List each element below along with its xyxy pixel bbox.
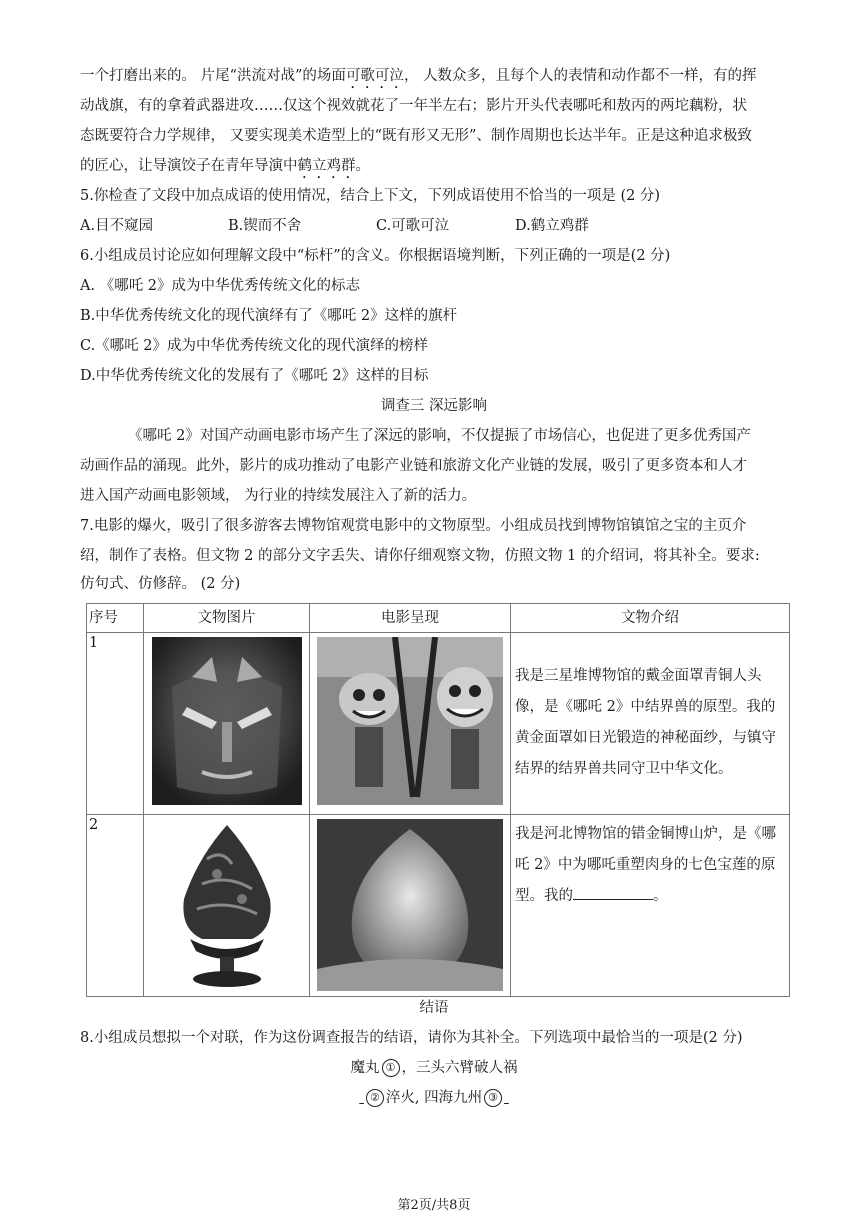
blank-3[interactable] [482, 1090, 509, 1106]
q6-option-a[interactable]: A. 《哪吒 2》成为中华优秀传统文化的标志 [80, 278, 361, 294]
table-header-row [87, 604, 790, 633]
page-footer: 第2页/共8页 [397, 1198, 471, 1213]
header-cell: 文物介绍 [511, 604, 790, 633]
q5-option-a[interactable]: A.目不窥园 [80, 218, 154, 234]
q8-stem: 8.小组成员想拟一个对联，作为这份调查报告的结语，请你为其补全。下列选项中最恰当的一项是(2 分) [80, 1030, 743, 1046]
paragraph-line [80, 66, 757, 92]
bronze-mask-image [152, 637, 302, 805]
artifact-image-cell [144, 815, 310, 997]
q5-stem: 5.你检查了文段中加点成语的使用情况，结合上下文，下列成语使用不恰当的一项是 (2 分) [80, 188, 661, 204]
paragraph-line: 动战旗，有的拿着武器进攻……仅这个视效就花了一年半左右；影片开头代表哪吒和敖丙的两坨藕粉，状 [80, 98, 747, 114]
header-cell: 电影呈现 [310, 604, 511, 633]
q5-option-b[interactable]: B.锲而不舍 [228, 218, 302, 234]
couplet-text: ，三头六臂破人祸 [401, 1060, 518, 1076]
section-title: 调查三 深远影响 [380, 398, 488, 414]
blank-2[interactable] [359, 1090, 386, 1106]
answer-blank[interactable] [573, 885, 653, 900]
header-cell: 序号 [87, 604, 144, 633]
table-row [87, 815, 790, 997]
intro-text: 我是河北博物馆的错金铜博山炉，是《哪吒 2》中为哪吒重塑肉身的七色宝莲的原型。我的 [515, 826, 776, 904]
q6-option-c[interactable]: C.《哪吒 2》成为中华优秀传统文化的现代演绎的榜样 [80, 338, 429, 354]
section-paragraph: 动画作品的涌现。此外，影片的成功推动了电影产业链和旅游文化产业链的发展，吸引了更多资本和人才 [80, 458, 747, 474]
barrier-beasts-image [317, 637, 503, 805]
blank-1[interactable] [380, 1060, 402, 1076]
paragraph-line: 态既要符合力学规律， 又要实现美术造型上的“既有形又无形”、制作周期也长达半年。正是这种追求极致 [80, 128, 752, 144]
couplet-text: 魔丸 [350, 1060, 380, 1076]
movie-image-cell [310, 633, 511, 815]
q6-option-b[interactable]: B.中华优秀传统文化的现代演绎有了《哪吒 2》这样的旗杆 [80, 308, 458, 324]
conclusion-title: 结语 [419, 1000, 449, 1016]
artifact-intro-cell [511, 633, 790, 815]
section-paragraph: 《哪吒 2》对国产动画电影市场产生了深远的影响，不仅提振了市场信心，也促进了更多优秀国产 [128, 428, 751, 444]
row-number: 1 [87, 633, 144, 815]
blank-number: ③ [484, 1089, 502, 1107]
artifact-image-cell [144, 633, 310, 815]
q6-stem: 6.小组成员讨论应如何理解文段中“标杆”的含义。你根据语境判断，下列正确的一项是(2 分) [80, 248, 671, 264]
blank-number: ① [382, 1059, 400, 1077]
header-cell: 文物图片 [144, 604, 310, 633]
text: 的匠心，让导演饺子在青年导演中 [80, 158, 298, 174]
row-number: 2 [87, 815, 144, 997]
q5-option-c[interactable]: C.可歌可泣 [376, 218, 450, 234]
movie-image-cell [310, 815, 511, 997]
text: 一个打磨出来的。 片尾“洪流对战”的场面 [80, 68, 346, 84]
artifact-intro-cell [511, 815, 790, 997]
blank-number: ② [366, 1089, 384, 1107]
boshan-censer-image [162, 819, 292, 991]
artifact-table [86, 603, 790, 997]
couplet-line-1 [0, 1058, 868, 1078]
dotted-idiom: 鹤立鸡群 [297, 158, 356, 174]
paragraph-line [80, 156, 370, 182]
dotted-idiom: 可歌可泣 [345, 68, 404, 84]
q7-stem: 仿句式、仿修辞。 (2 分) [80, 576, 241, 592]
section-paragraph: 进入国产动画电影领域， 为行业的持续发展注入了新的活力。 [80, 488, 477, 504]
couplet-line-2 [0, 1088, 868, 1108]
table-row [87, 633, 790, 815]
q5-option-d[interactable]: D.鹤立鸡群 [515, 218, 589, 234]
text: 。 [355, 158, 370, 174]
couplet-text: 淬火, 四海九州 [385, 1090, 483, 1106]
q7-stem: 绍，制作了表格。但文物 2 的部分文字丢失、请你仔细观察文物，仿照文物 1 的介绍词，将其补全。要求: [80, 548, 760, 564]
intro-text: 。 [653, 888, 668, 904]
lotus-image [317, 819, 503, 991]
text: ， 人数众多，且每个人的表情和动作都不一样，有的挥 [403, 68, 757, 84]
artifact-intro [511, 815, 789, 912]
artifact-intro: 我是三星堆博物馆的戴金面罩青铜人头像，是《哪吒 2》中结界兽的原型。我的黄金面罩如日光锻造的神秘面纱，与镇守结界的结界兽共同守卫中华文化。 [515, 668, 776, 777]
q7-stem: 7.电影的爆火，吸引了很多游客去博物馆观赏电影中的文物原型。小组成员找到博物馆镇馆之宝的主页介 [80, 518, 747, 534]
q6-option-d[interactable]: D.中华优秀传统文化的发展有了《哪吒 2》这样的目标 [80, 368, 429, 384]
